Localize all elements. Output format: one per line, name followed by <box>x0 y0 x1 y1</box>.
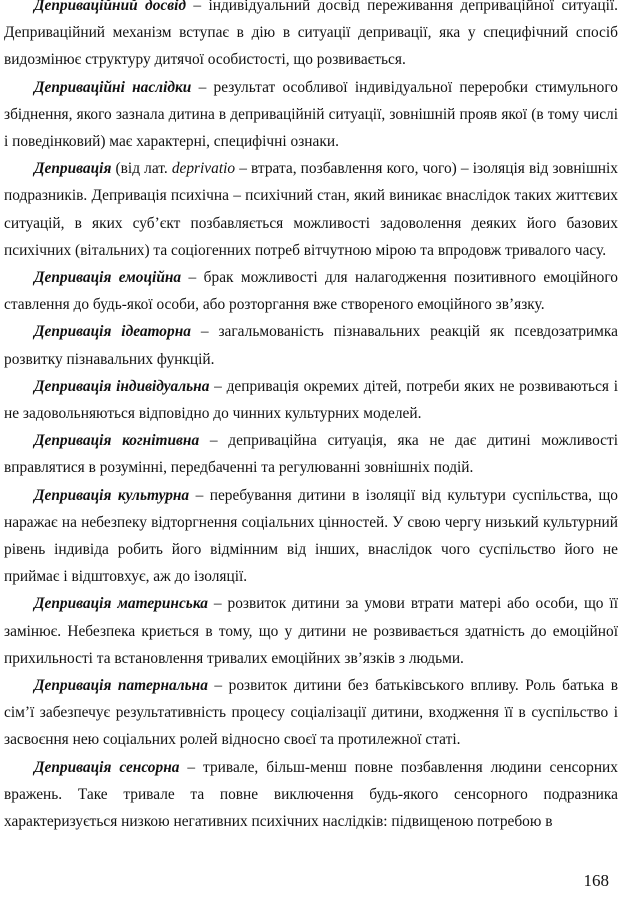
glossary-entry <box>4 155 618 264</box>
glossary-definition: – деприваційна ситуація, яка не дає дитині можливості вправлятися в розумінні, передбаченні та регулюванні зовнішніх подій. <box>4 432 619 477</box>
glossary-entry <box>4 672 618 754</box>
glossary-definition: – розвиток дитини за умови втрати матері або особи, що її замінює. Небезпека криється в тому, що у дитини не розвивається здатність до емоційної прихильності та встановлення тривалих емоційних зв’язків з людьми. <box>4 595 618 667</box>
glossary-term: Депривація емоційна <box>34 269 182 287</box>
glossary-term: Деприваційні наслідки <box>34 78 192 96</box>
page-number: 168 <box>583 871 609 890</box>
glossary-entry <box>4 0 618 74</box>
glossary-entry <box>4 482 618 591</box>
glossary-entry <box>4 754 618 836</box>
glossary-definition: – брак можливості для налагодження позитивного емоційного ставлення до будь-якої особи, або розторгання вже створеного емоційного зв’язку. <box>4 269 619 314</box>
glossary-definition: – індивідуальний досвід переживання деприваційної ситуації. Деприваційний механізм вступає в дію в ситуації депривації, яка у специфічний спосіб видозмінює структуру дитячої особистості, що розвивається. <box>4 0 619 69</box>
glossary-term: Депривація материнська <box>34 595 208 613</box>
glossary-entry <box>4 373 618 427</box>
glossary-definition-part: (від лат. <box>111 160 172 178</box>
glossary-definition: – загальмованість пізнавальних реакцій як псевдозатримка розвитку пізнавальних функцій. <box>4 323 618 368</box>
glossary-term: Депривація індивідуальна <box>34 377 210 395</box>
glossary-entry <box>4 318 618 372</box>
glossary-term: Депривація культурна <box>34 486 190 504</box>
glossary-entry <box>4 264 618 318</box>
glossary-entry <box>4 74 618 156</box>
glossary-text <box>4 0 618 835</box>
glossary-definition: – депривація окремих дітей, потреби яких не розвиваються і не задовольняються відповідно до чинних культурних моделей. <box>4 377 618 423</box>
glossary-definition-part: – втрата, позбавлення кого, чого) – ізоляція від зовнішніх подразників. Депривація психічна – психічний стан, який виникає внаслідок таких життєвих ситуацій, в яких суб’єкт позбавляється можливості задоволення деяких його базових психічних (вітальних) та соціогенних потреб вітчутною мірою та впродовж тривалого часу. <box>4 160 618 259</box>
glossary-definition: – результат особливої індивідуальної переробки стимульного збіднення, якого зазнала дитина в деприваційній ситуації, зовнішній прояв якої (в тому числі і поведінковий) має характерні, специфічні ознаки. <box>4 78 618 151</box>
glossary-term: Депривація ідеаторна <box>34 323 191 341</box>
glossary-term: Депривація когнітивна <box>34 432 200 450</box>
glossary-term: Депривація патернальна <box>34 677 208 695</box>
latin-term: deprivatio <box>171 160 236 178</box>
glossary-term: Депривація сенсорна <box>34 758 180 776</box>
glossary-term: Деприваційний досвід <box>34 0 187 14</box>
glossary-definition: – розвиток дитини без батьківського впливу. Роль батька в сім’ї забезпечує результативність процесу соціалізації дитини, входження її в суспільство і засвоєння нею соціальних ролей відносно своєї та протилежної статі. <box>4 677 618 749</box>
glossary-entry <box>4 427 618 481</box>
glossary-term: Депривація <box>34 160 112 178</box>
glossary-definition: – тривале, більш-менш повне позбавлення людини сенсорних вражень. Таке тривале та повне виключення будь-якого сенсорного подразника характеризується низкою негативних психічних наслідків: підвищеною потребою в <box>4 758 618 831</box>
glossary-entry <box>4 590 618 672</box>
glossary-definition: – перебування дитини в ізоляції від культури суспільства, що наражає на небезпеку відторгнення соціальних цінностей. У свою чергу низький культурний рівень індивіда робить його відмінним від інших, внаслідок чого суспільство його не приймає і відштовхує, аж до ізоляції. <box>4 486 618 586</box>
